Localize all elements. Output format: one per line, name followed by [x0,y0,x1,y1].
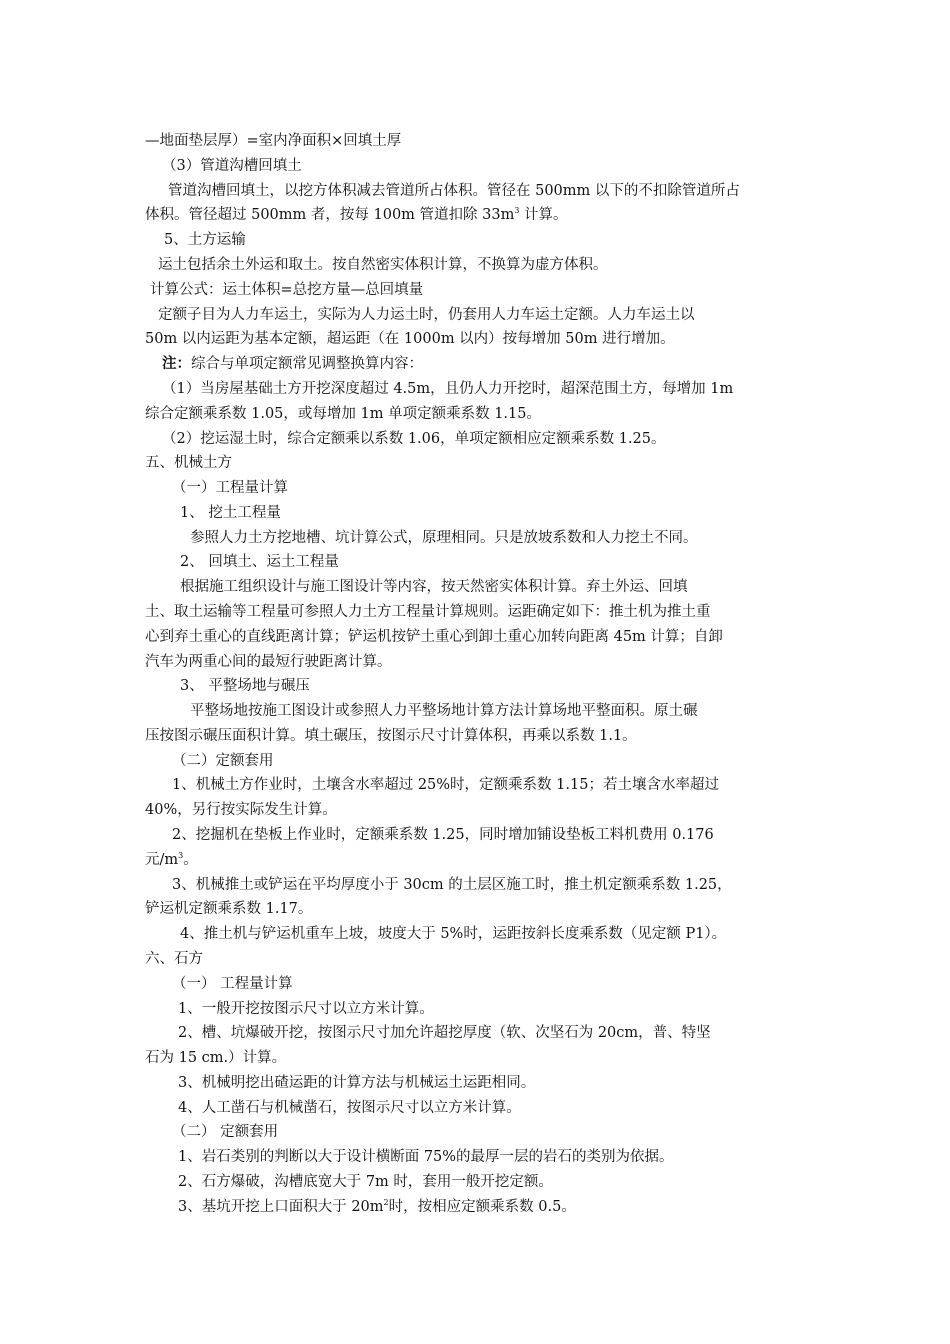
text-line: 4、推土机与铲运机重车上坡，坡度大于 5%时，运距按斜长度乘系数（见定额 P1）。 [180,926,727,942]
text-line: （2）挖运湿土时，综合定额乘以系数 1.06，单项定额相应定额乘系数 1.25。 [162,431,666,447]
note-line: 注：综合与单项定额常见调整换算内容： [162,355,423,372]
note-label: 注： [162,355,191,372]
text-line: 元$/m^3$。 [145,851,198,868]
text-line: 体积。管径超过 500mm 者，按每 100m 管道扣除 $33m^3$ 计算。 [145,206,568,223]
text-line: 40%，另行按实际发生计算。 [145,802,337,818]
text-line: 土、取土运输等工程量可参照人力土方工程量计算规则。运距确定如下：推土机为推土重 [145,604,711,620]
text-line: —地面垫层厚）=室内净面积×回填土厚 [145,133,402,149]
subheading: （二） 定额套用 [172,1124,279,1140]
text-line: 3、机械推土或铲运在平均厚度小于 30cm 的土层区施工时，推土机定额乘系数 1.25， [172,877,732,893]
text-line: 2、槽、坑爆破开挖，按图示尺寸加允许超挖厚度（软、次坚石为 20cm，普、特坚 [178,1025,711,1041]
subheading: 2、 回填土、运土工程量 [180,554,339,570]
subheading: （3）管道沟槽回填土 [162,158,302,174]
text-line: 参照人力土方挖地槽、坑计算公式，原理相同。只是放坡系数和人力挖土不同。 [190,530,698,546]
text-line: 2、石方爆破，沟槽底宽大于 7m 时，套用一般开挖定额。 [178,1174,553,1190]
subheading: 3、 平整场地与碾压 [180,678,310,694]
superscript: 3 [514,206,520,216]
text-line: 1、一般开挖按图示尺寸以立方米计算。 [178,1001,434,1017]
text-line: （1）当房屋基础土方开挖深度超过 4.5m，且仍人力开挖时，超深范围土方，每增加 1m [162,381,734,397]
text-line: 2、挖掘机在垫板上作业时，定额乘系数 1.25，同时增加铺设垫板工料机费用 0.176 [172,827,714,843]
superscript: 3 [178,851,184,861]
superscript: 2 [383,1198,389,1208]
text-line: 石为 15 cm.）计算。 [145,1050,287,1066]
text-line: 综合定额乘系数 1.05，或每增加 1m 单项定额乘系数 1.15。 [145,406,541,422]
text-line: 压按图示碾压面积计算。填土碾压，按图示尺寸计算体积，再乘以系数 1.1。 [145,728,637,744]
text-line: 平整场地按施工图设计或参照人力平整场地计算方法计算场地平整面积。原土碾 [190,703,698,719]
section-heading: 五、机械土方 [145,455,232,471]
text-line: 3、基坑开挖上口面积大于 $20m^2$时，按相应定额乘系数 0.5。 [178,1198,576,1215]
text-line: 心到弃土重心的直线距离计算；铲运机按铲土重心到卸土重心加转向距离 45m 计算；自卸 [145,629,723,645]
subheading: （一） 工程量计算 [172,976,293,992]
subheading: （二）定额套用 [172,753,274,769]
subheading: （一）工程量计算 [172,480,288,496]
text-line: 定额子目为人力车运土，实际为人力运土时，仍套用人力车运土定额。人力车运土以 [158,307,695,323]
text-line: 1、机械土方作业时，土壤含水率超过 25%时，定额乘系数 1.15；若土壤含水率超过 [172,777,719,793]
text-line: 管道沟槽回填土，以挖方体积减去管道所占体积。管径在 500mm 以下的不扣除管道所占 [168,183,740,199]
subheading: 1、 挖土工程量 [180,505,281,521]
text-line: 计算公式：运土体积=总挖方量—总回填量 [150,282,424,298]
text-line: 3、机械明挖出碴运距的计算方法与机械运土运距相同。 [178,1075,536,1091]
text-line: 根据施工组织设计与施工图设计等内容，按天然密实体积计算。弃土外运、回填 [180,579,688,595]
text-line: 运土包括余土外运和取土。按自然密实体积计算，不换算为虚方体积。 [158,257,608,273]
text-line: 铲运机定额乘系数 1.17。 [145,901,313,917]
text-line: 汽车为两重心间的最短行驶距离计算。 [145,654,392,670]
text-line: 50m 以内运距为基本定额，超运距（在 1000m 以内）按每增加 50m 进行增加。 [145,331,675,347]
text-line: 1、岩石类别的判断以大于设计横断面 75%的最厚一层的岩石的类别为依据。 [178,1149,674,1165]
text-line: 4、人工凿石与机械凿石，按图示尺寸以立方米计算。 [178,1100,521,1116]
section-heading: 六、石方 [145,951,203,967]
subheading: 5、土方运输 [164,232,246,248]
